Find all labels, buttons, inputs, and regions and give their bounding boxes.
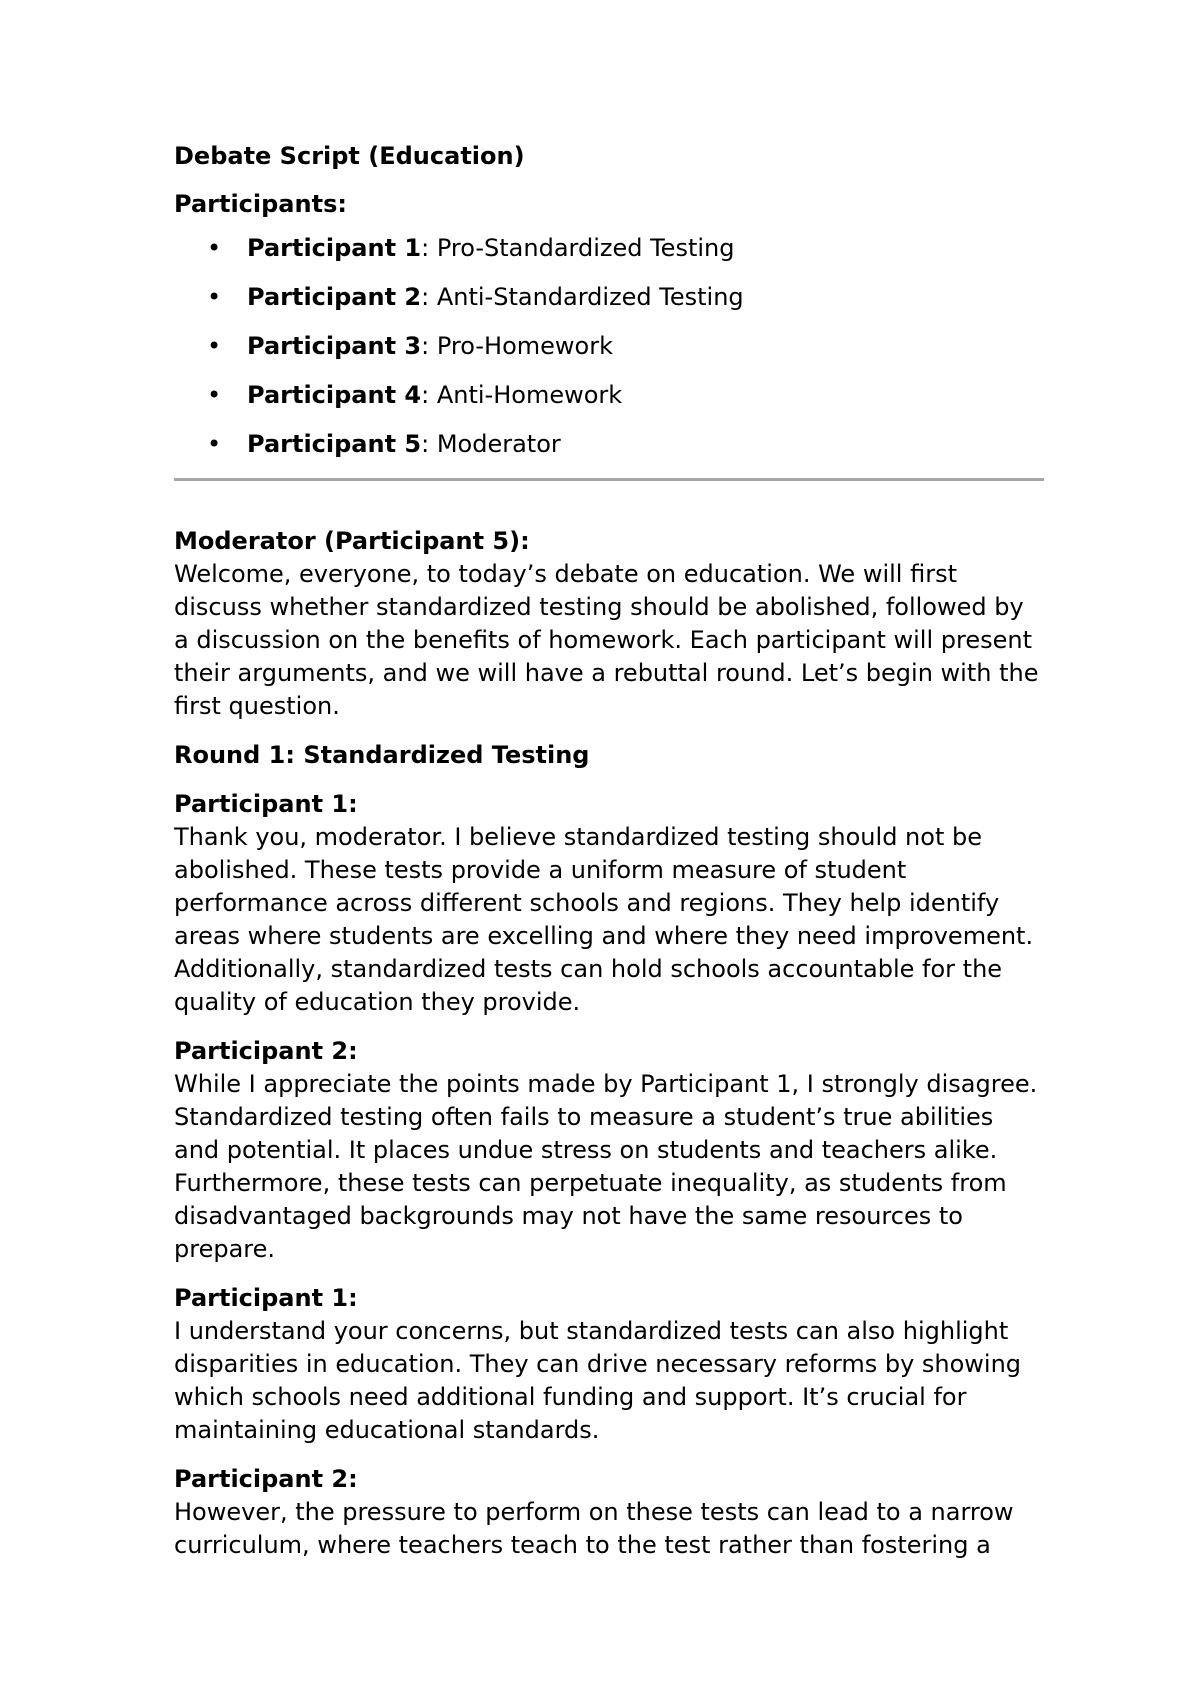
participant-name: Participant 2 bbox=[247, 283, 422, 311]
speaker-label: Participant 1: bbox=[174, 790, 358, 818]
participant-role: Moderator bbox=[436, 430, 561, 458]
list-item bbox=[174, 428, 1044, 461]
participant-role: Anti-Homework bbox=[436, 381, 623, 409]
bullet-icon: • bbox=[207, 430, 222, 458]
bullet-icon: • bbox=[207, 381, 222, 409]
list-item bbox=[174, 232, 1044, 265]
separator: : bbox=[421, 283, 437, 311]
list-item bbox=[174, 330, 1044, 363]
separator: : bbox=[421, 234, 437, 262]
speech-text: However, the pressure to perform on these tests can lead to a narrow curriculum, where teachers teach to the test rather than fostering a bbox=[174, 1498, 1014, 1559]
speech-block bbox=[174, 788, 1044, 1019]
speaker-label: Moderator (Participant 5): bbox=[174, 527, 530, 555]
participants-list bbox=[174, 232, 1044, 461]
speech-block bbox=[174, 1463, 1044, 1562]
horizontal-divider bbox=[174, 478, 1044, 481]
speaker-label: Participant 2: bbox=[174, 1465, 358, 1493]
list-item bbox=[174, 379, 1044, 412]
list-item bbox=[174, 281, 1044, 314]
moderator-intro bbox=[174, 525, 1044, 723]
participant-name: Participant 5 bbox=[247, 430, 422, 458]
participant-name: Participant 3 bbox=[247, 332, 422, 360]
participant-role: Pro-Homework bbox=[436, 332, 613, 360]
speech-text: I understand your concerns, but standardized tests can also highlight disparities in education. They can drive necessary reforms by showing which schools need additional funding and support. It’s crucial for maintaining educational standards. bbox=[174, 1317, 1022, 1444]
document-title: Debate Script (Education) bbox=[174, 142, 525, 170]
participants-label: Participants: bbox=[174, 190, 347, 218]
speech-text: While I appreciate the points made by Participant 1, I strongly disagree. Standardized testing often fails to measure a student’s true abilities and potential. It places undue stress on students and teachers alike. Furthermore, these tests can perpetuate inequality, as students from disadvantaged backgrounds may not have the same resources to prepare. bbox=[174, 1070, 1038, 1263]
bullet-icon: • bbox=[207, 234, 222, 262]
bullet-icon: • bbox=[207, 332, 222, 360]
speaker-label: Participant 1: bbox=[174, 1284, 358, 1312]
bullet-icon: • bbox=[207, 283, 222, 311]
speech-block bbox=[174, 1035, 1044, 1266]
participant-name: Participant 1 bbox=[247, 234, 422, 262]
speech-text: Thank you, moderator. I believe standardized testing should not be abolished. These tests provide a uniform measure of student performance across different schools and regions. They help identify areas where students are excelling and where they need improvement. Additionally, standardized tests can hold schools accountable for the quality of education they provide. bbox=[174, 823, 1034, 1016]
speaker-label: Participant 2: bbox=[174, 1037, 358, 1065]
separator: : bbox=[421, 430, 437, 458]
participant-name: Participant 4 bbox=[247, 381, 422, 409]
participant-role: Pro-Standardized Testing bbox=[436, 234, 735, 262]
participant-role: Anti-Standardized Testing bbox=[436, 283, 744, 311]
document-page bbox=[174, 140, 1044, 1578]
speech-block bbox=[174, 1282, 1044, 1447]
separator: : bbox=[421, 332, 437, 360]
speech-text: Welcome, everyone, to today’s debate on education. We will first discuss whether standardized testing should be abolished, followed by a discussion on the benefits of homework. Each participant will present their arguments, and we will have a rebuttal round. Let’s begin with the first question. bbox=[174, 560, 1039, 720]
round-heading: Round 1: Standardized Testing bbox=[174, 741, 590, 769]
separator: : bbox=[421, 381, 437, 409]
